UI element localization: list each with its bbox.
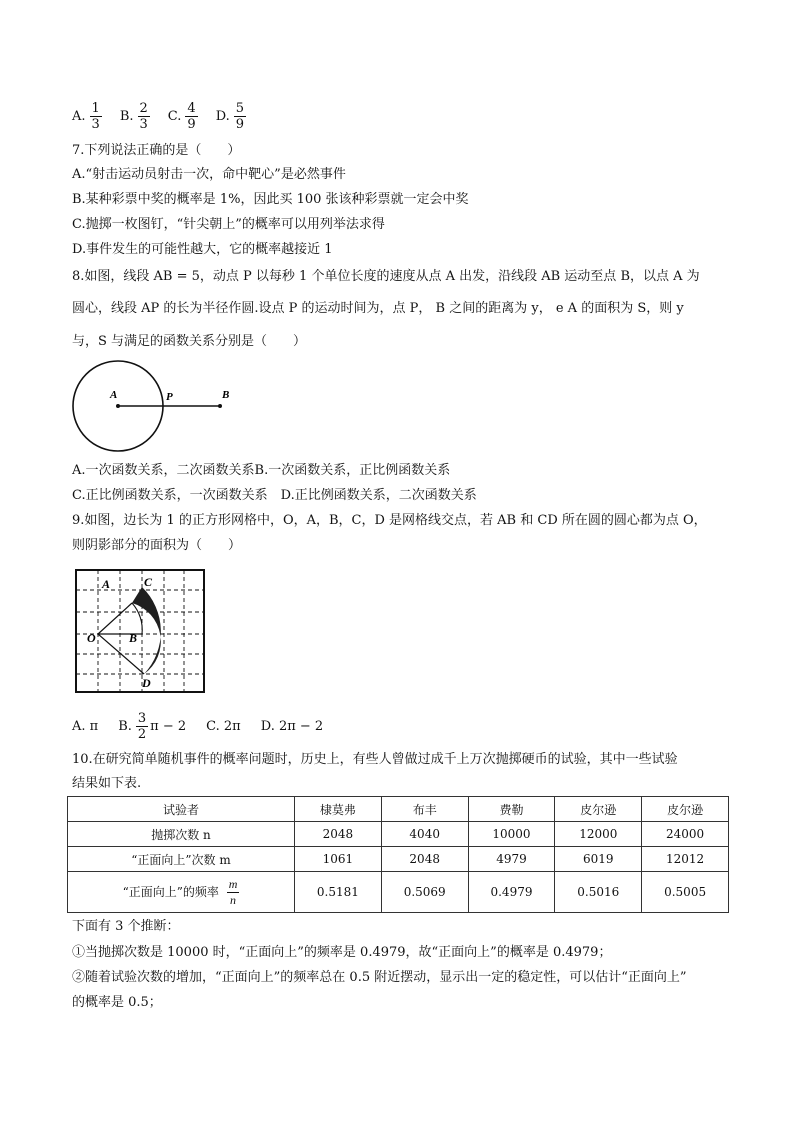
label-c: C	[144, 575, 153, 589]
q8-options-cd[interactable]: C.正比例函数关系，一次函数关系 D.正比例函数关系，二次函数关系	[72, 488, 477, 503]
q6-choice-c[interactable]: C. $\frac{4}{9}$	[167, 100, 196, 132]
row-label: 抛掷次数 n	[68, 822, 295, 847]
label-a: A	[110, 389, 118, 401]
label-o: O	[87, 631, 96, 645]
q9-stem-line1: 9.如图，边长为 1 的正方形网格中，O，A，B，C，D 是网格线交点，若 AB 和 CD 所在圆的圆心都为点 O，	[72, 513, 707, 528]
q7-option-d[interactable]: D.事件发生的可能性越大，它的概率越接近 1	[72, 242, 333, 257]
q10-stem-line2: 结果如下表.	[72, 776, 142, 791]
table-row	[68, 872, 729, 913]
table-cell: 2048	[295, 822, 382, 847]
q10-stem-line1: 10.在研究简单随机事件的概率问题时，历史上，有些人曾做过成千上万次抛掷硬币的试验，其中一些试验	[72, 752, 678, 767]
table-cell: 24000	[642, 822, 729, 847]
table-header: 棣莫弗	[295, 797, 382, 822]
q10-inference-2b: 的概率是 0.5；	[72, 995, 162, 1010]
q10-inference-1: ①当抛掷次数是 10000 时，“正面向上”的频率是 0.4979，故“正面向上”的概率是 0.4979；	[72, 945, 612, 960]
label-d: D	[142, 676, 151, 690]
table-cell: 12000	[555, 822, 642, 847]
q8-options-ab[interactable]: A.一次函数关系，二次函数关系B.一次函数关系，正比例函数关系	[72, 463, 451, 478]
table-header: 皮尔逊	[642, 797, 729, 822]
table-cell: 0.4979	[468, 872, 555, 913]
label-b: B	[129, 631, 138, 645]
q9-option-d[interactable]: D. 2π − 2	[260, 718, 324, 734]
fraction: $\frac{4}{9}$	[187, 100, 196, 132]
table-cell: 4979	[468, 847, 555, 872]
table-row	[68, 847, 729, 872]
q8-stem-line2: 圆心，线段 AP 的长为半径作圆.设点 P 的运动时间为，点 P， B 之间的距离为 y， e A 的面积为 S，则 y	[72, 301, 684, 316]
table-cell: 0.5181	[295, 872, 382, 913]
segment-oa	[98, 603, 132, 634]
table-cell: 12012	[642, 847, 729, 872]
table-row	[68, 822, 729, 847]
table-cell: 1061	[295, 847, 382, 872]
label-b: B	[222, 389, 230, 401]
q7-option-c[interactable]: C.抛掷一枚图钉，“针尖朝上”的概率可以用列举法求得	[72, 217, 385, 232]
coin-toss-table	[67, 796, 729, 913]
table-cell: 6019	[555, 847, 642, 872]
row-label: “正面向上”次数 m	[68, 847, 295, 872]
q6-choice-a[interactable]: A. $\frac{1}{3}$	[72, 100, 100, 132]
fraction: $\frac{1}{3}$	[91, 100, 100, 132]
fraction: $\frac{m}{n}$	[228, 876, 238, 907]
arc-ab	[132, 603, 142, 634]
q9-option-c[interactable]: C. 2π	[206, 718, 241, 734]
fraction: $\frac{2}{3}$	[139, 100, 148, 132]
q10-inferences-intro: 下面有 3 个推断：	[72, 919, 180, 934]
q9-options	[72, 708, 343, 744]
table-cell: 0.5069	[381, 872, 468, 913]
table-header-row	[68, 797, 729, 822]
fraction: $\frac{3}{2}$	[137, 710, 147, 742]
table-cell: 4040	[381, 822, 468, 847]
fraction: $\frac{5}{9}$	[235, 100, 245, 132]
q8-stem-line1: 8.如图，线段 AB = 5，动点 P 以每秒 1 个单位长度的速度从点 A 出发，沿线段 AB 运动至点 B，以点 A 为	[72, 269, 700, 284]
table-header: 试验者	[68, 797, 295, 822]
q7-option-b[interactable]: B.某种彩票中奖的概率是 1%，因此买 100 张该种彩票就一定会中奖	[72, 192, 469, 207]
q7-option-a[interactable]: A.“射击运动员射击一次，命中靶心”是必然事件	[72, 167, 346, 182]
q7-stem: 7.下列说法正确的是（ ）	[72, 143, 241, 158]
row-label: “正面向上”的频率 $\frac{m}{n}$	[68, 872, 295, 913]
q8-stem-line3: 与，S 与满足的函数关系分别是（ ）	[72, 334, 307, 349]
table-cell: 0.5005	[642, 872, 729, 913]
q9-option-b[interactable]: B. $\frac{3}{2}$ π − 2	[118, 710, 187, 742]
point-a	[116, 404, 120, 408]
q10-inference-2a: ②随着试验次数的增加，“正面向上”的频率总在 0.5 附近摆动，显示出一定的稳定性，可以估计“正面向上”	[72, 970, 687, 985]
point-b	[218, 404, 222, 408]
q8-circle-figure	[70, 358, 240, 456]
table-cell: 0.5016	[555, 872, 642, 913]
q6-choice-d[interactable]: D. $\frac{5}{9}$	[215, 100, 245, 132]
table-cell: 2048	[381, 847, 468, 872]
q6-choice-b[interactable]: B. $\frac{2}{3}$	[119, 100, 148, 132]
q6-choices	[72, 96, 264, 136]
table-header: 布丰	[381, 797, 468, 822]
label-p: P	[166, 391, 173, 403]
table-header: 费勒	[468, 797, 555, 822]
table-cell: 10000	[468, 822, 555, 847]
q9-stem-line2: 则阴影部分的面积为（ ）	[72, 538, 242, 553]
q9-grid-figure	[74, 568, 206, 694]
table-header: 皮尔逊	[555, 797, 642, 822]
label-a: A	[102, 577, 111, 591]
q9-option-a[interactable]: A. π	[72, 718, 99, 734]
